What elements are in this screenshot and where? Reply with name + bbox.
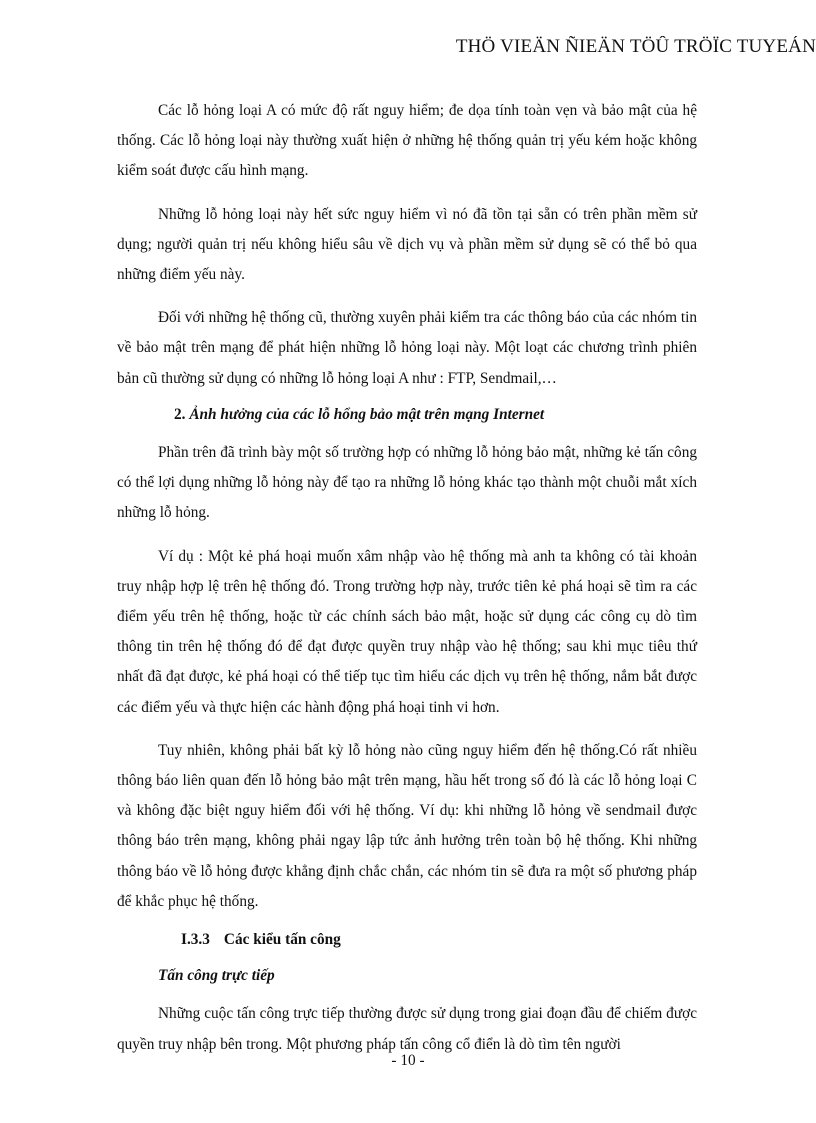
paragraph-example: Ví dụ : Một kẻ phá hoại muốn xâm nhập vào hệ thống mà anh ta không có tài khoản truy nhập hợp lệ trên hệ thống đó. Trong trường hợp này, trước tiên kẻ phá hoại sẽ tìm ra các điểm yếu trên hệ thống, hoặc từ các chính sách bảo mật, hoặc sử dụng các công cụ dò tìm thông tin trên hệ thống đó để đạt được quyền truy nhập vào hệ thống; sau khi mục tiêu thứ nhất đã đạt được, kẻ phá hoại có thể tiếp tục tìm hiểu các dịch vụ trên hệ thống, nắm bắt được các điểm yếu và thực hiện các hành động phá hoại tinh vi hơn. [117,547,697,716]
paragraph-however: Tuy nhiên, không phải bất kỳ lỗ hỏng nào cũng nguy hiểm đến hệ thống.Có rất nhiều thông báo liên quan đến lỗ hỏng bảo mật trên mạng, hầu hết trong số đó là các lỗ hỏng loại C và không đặc biệt nguy hiểm đối với hệ thống. Ví dụ: khi những lỗ hỏng về sendmail được thông báo trên mạng, không phải ngay lập tức ảnh hưởng trên toàn bộ hệ thống. Khi những thông báo về lỗ hỏng được khẳng định chắc chắn, các nhóm tin sẽ đưa ra một số phương pháp để khắc phục hệ thống. [117,741,697,910]
paragraph-direct-attack: Những cuộc tấn công trực tiếp thường được sử dụng trong giai đoạn đầu để chiếm được quyền truy nhập bên trong. Một phương pháp tấn công cổ điển là dò tìm tên người [117,1005,697,1053]
paragraph-vuln-type-a: Các lỗ hỏng loại A có mức độ rất nguy hiểm; đe dọa tính toàn vẹn và bảo mật của hệ thống. Các lỗ hỏng loại này thường xuất hiện ở những hệ thống quản trị yếu kém hoặc không kiểm soát được cấu hình mạng. [117,102,697,180]
paragraph-vuln-danger: Những lỗ hỏng loại này hết sức nguy hiểm vì nó đã tồn tại sẵn có trên phần mềm sử dụng; người quản trị nếu không hiểu sâu về dịch vụ và phần mềm sử dụng sẽ có thể bỏ qua những điểm yếu này. [117,205,697,284]
page-number: - 10 - [391,1052,425,1069]
paragraph-chain: Phần trên đã trình bày một số trường hợp có những lỗ hỏng bảo mật, những kẻ tấn công có thể lợi dụng những lỗ hỏng này để tạo ra những lỗ hỏng khác tạo thành một chuỗi mắt xích những lỗ hỏng. [117,444,697,522]
subsubsection-heading-direct-attack: Tấn công trực tiếp [158,967,275,985]
section-title: Ảnh hưởng của các lỗ hổng bảo mật trên mạng Internet [189,405,545,423]
running-header: THÖ VIEÄN ÑIEÄN TÖÛ TRÖÏC TUYEÁN [455,36,816,57]
section-heading-2 [117,400,697,430]
document-body [117,96,697,1060]
section-number: 2. [174,405,186,423]
subsection-title: Các kiểu tấn công [223,931,341,949]
subsection-heading-i33 [117,925,697,955]
subsection-number: I.3.3 [181,931,210,949]
paragraph-old-systems: Đối với những hệ thống cũ, thường xuyên phải kiểm tra các thông báo của các nhóm tin về bảo mật trên mạng để phát hiện những lỗ hỏng loại này. Một loạt các chương trình phiên bản cũ thường sử dụng có những lỗ hỏng loại A như : FTP, Sendmail,… [117,309,697,387]
